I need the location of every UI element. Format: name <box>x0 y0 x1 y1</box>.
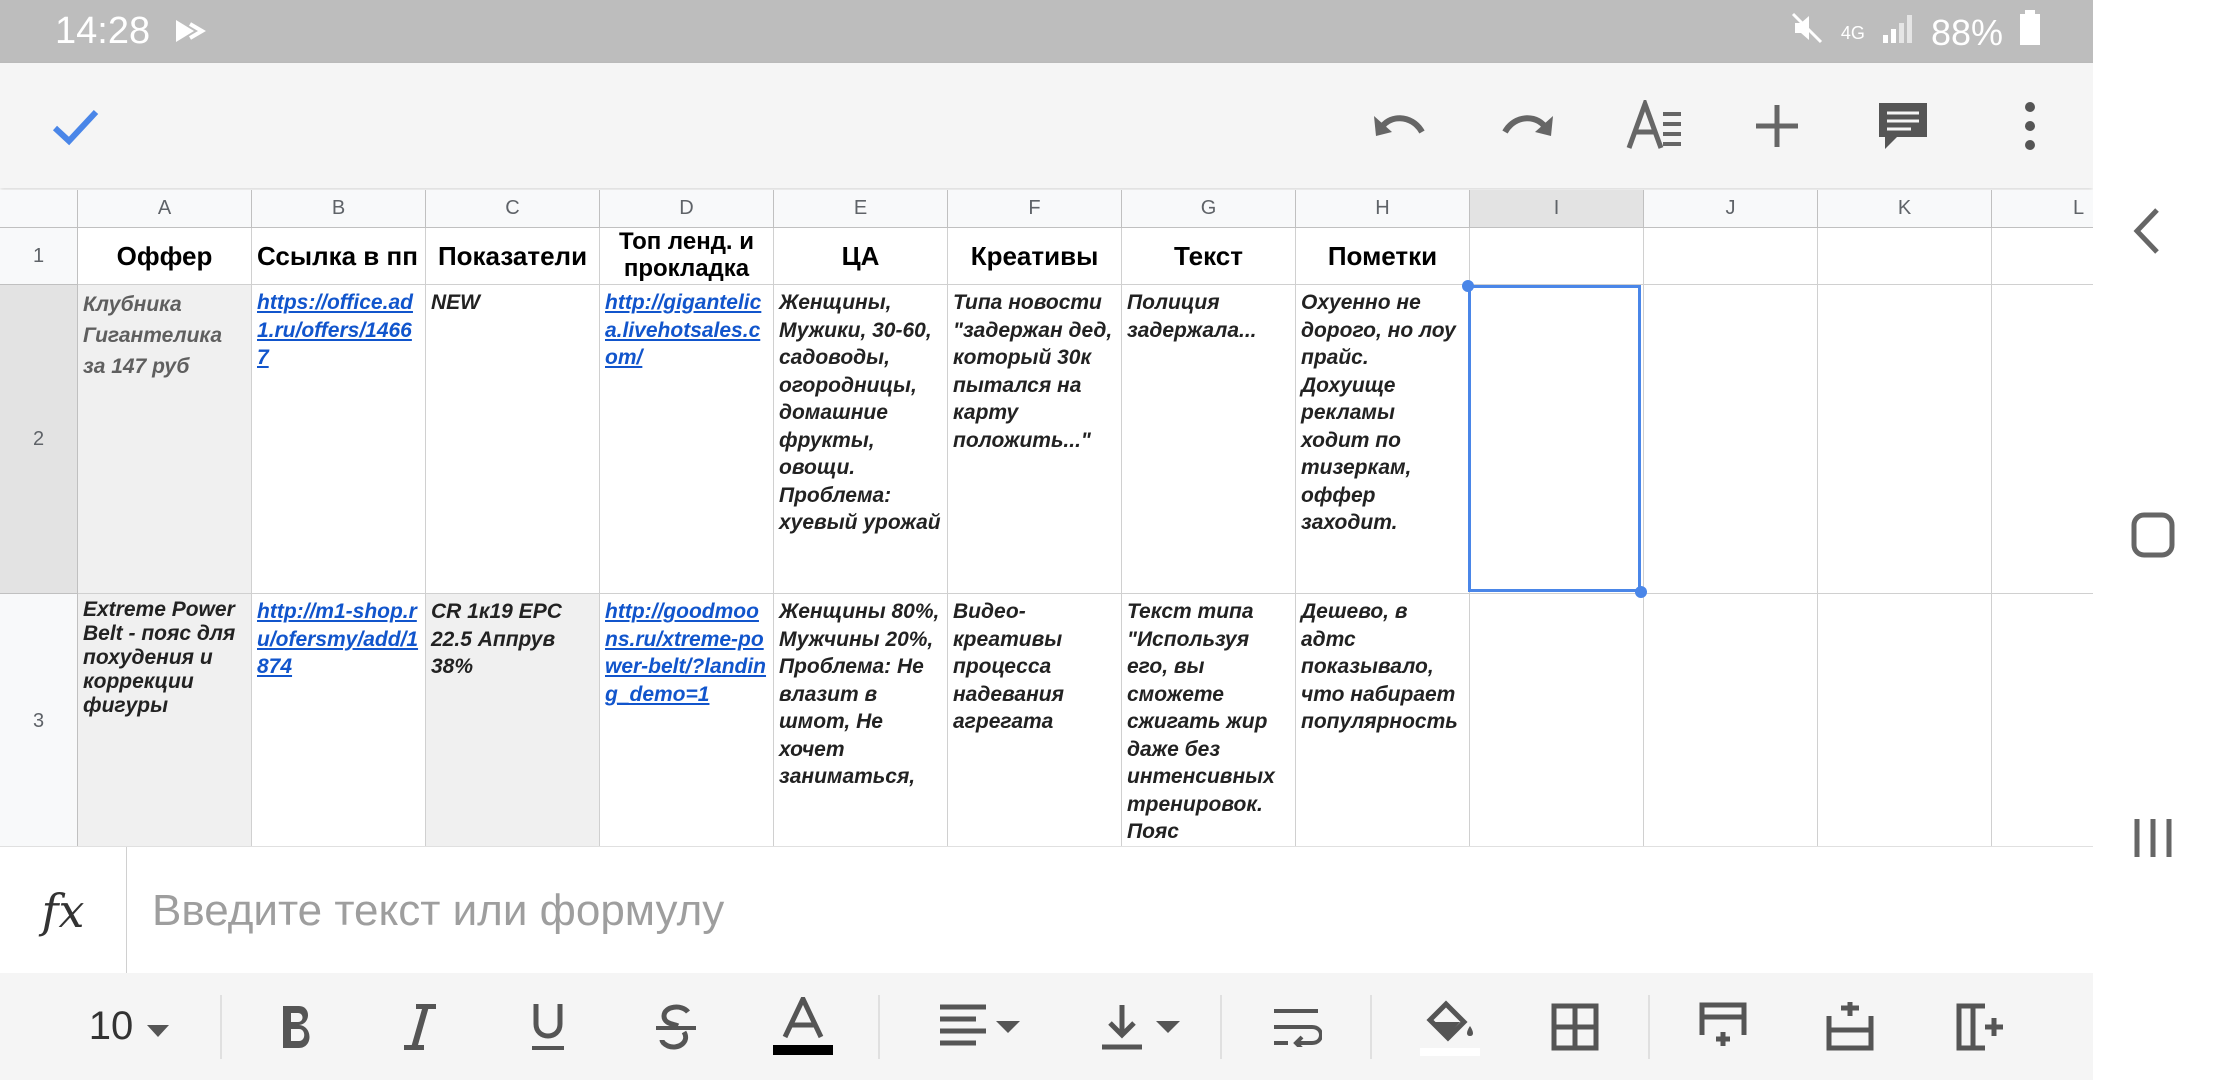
column-header-d[interactable]: D <box>600 190 774 228</box>
text-color-icon[interactable] <box>768 973 838 1080</box>
cell-f1[interactable]: Креативы <box>948 228 1122 285</box>
row-header-1[interactable]: 1 <box>0 228 78 285</box>
confirm-check-icon[interactable] <box>40 63 110 188</box>
select-all-corner[interactable] <box>0 190 78 228</box>
back-icon[interactable] <box>2129 206 2163 261</box>
system-navigation-bar <box>2093 0 2220 1080</box>
cell-d2[interactable]: http://gigantelica.livehotsales.com/ <box>600 285 774 594</box>
cell-l1[interactable] <box>1992 228 2093 285</box>
cell-c3[interactable]: CR 1к19 EPC 22.5 Аппрув 38% <box>426 594 600 846</box>
cell-b1[interactable]: Ссылка в пп <box>252 228 426 285</box>
battery-icon <box>2019 10 2041 55</box>
formula-input[interactable]: Введите текст или формулу <box>152 885 725 935</box>
home-icon[interactable] <box>2131 512 2175 563</box>
undo-icon[interactable] <box>1365 63 1435 188</box>
cell-g3[interactable]: Текст типа "Используя его, вы сможете сжигать жир даже без интенсивных тренировок. Пояс <box>1122 594 1296 846</box>
text-format-icon[interactable] <box>1620 63 1690 188</box>
fx-label: fx <box>0 847 127 974</box>
cell-j1[interactable] <box>1644 228 1818 285</box>
row-header-2[interactable]: 2 <box>0 285 78 594</box>
column-header-k[interactable]: K <box>1818 190 1992 228</box>
column-header-i[interactable]: I <box>1470 190 1644 228</box>
cell-a3[interactable]: Extreme Power Belt - пояс для похудения и коррекции фигуры <box>78 594 252 846</box>
insert-plus-icon[interactable] <box>1742 63 1812 188</box>
cell-h1[interactable]: Пометки <box>1296 228 1470 285</box>
cell-c1[interactable]: Показатели <box>426 228 600 285</box>
cell-g1[interactable]: Текст <box>1122 228 1296 285</box>
format-toolbar <box>0 973 2093 1080</box>
cell-i3[interactable] <box>1470 594 1644 846</box>
horizontal-align-icon[interactable] <box>925 973 1035 1080</box>
column-header-f[interactable]: F <box>948 190 1122 228</box>
cell-l3[interactable] <box>1992 594 2093 846</box>
cell-f2[interactable]: Типа новости "задержан дед, который 30к пытался на карту положить..." <box>948 285 1122 594</box>
cell-b2[interactable]: https://office.ad1.ru/offers/14667 <box>252 285 426 594</box>
insert-row-icon[interactable] <box>1815 973 1885 1080</box>
cell-c2[interactable]: NEW <box>426 285 600 594</box>
borders-icon[interactable] <box>1540 973 1610 1080</box>
column-header-c[interactable]: C <box>426 190 600 228</box>
column-header-g[interactable]: G <box>1122 190 1296 228</box>
insert-column-icon[interactable] <box>1945 973 2015 1080</box>
bold-icon[interactable] <box>262 973 332 1080</box>
cell-f3[interactable]: Видео-креативы процесса надевания агрегата <box>948 594 1122 846</box>
status-bar <box>0 0 2093 63</box>
mute-icon <box>1789 10 1825 55</box>
vertical-align-icon[interactable] <box>1090 973 1190 1080</box>
fill-color-icon[interactable] <box>1410 973 1490 1080</box>
column-header-j[interactable]: J <box>1644 190 1818 228</box>
italic-icon[interactable] <box>385 973 455 1080</box>
chevron-down-icon <box>145 1004 171 1049</box>
cell-k1[interactable] <box>1818 228 1992 285</box>
cell-e2[interactable]: Женщины, Мужики, 30-60, садоводы, огородницы, домашние фрукты, овощи. Проблема: хуевый урожай <box>774 285 948 594</box>
column-header-l[interactable]: L <box>1992 190 2093 228</box>
status-time: 14:28 <box>55 10 151 52</box>
comment-icon[interactable] <box>1868 63 1938 188</box>
battery-percent: 88% <box>1930 11 2003 53</box>
cell-d3[interactable]: http://goodmoons.ru/xtreme-power-belt/?landing_demo=1 <box>600 594 774 846</box>
font-size-value: 10 <box>88 1004 134 1048</box>
cell-a1[interactable]: Оффер <box>78 228 252 285</box>
cell-a2[interactable]: Клубника Гигантелика за 147 руб <box>78 285 252 594</box>
cell-e1[interactable]: ЦА <box>774 228 948 285</box>
formula-bar <box>0 846 2093 975</box>
wrap-text-icon[interactable] <box>1262 973 1332 1080</box>
notification-icon <box>172 14 206 56</box>
column-header-h[interactable]: H <box>1296 190 1470 228</box>
cell-d1[interactable]: Топ ленд. и прокладка <box>600 228 774 285</box>
cell-e3[interactable]: Женщины 80%, Мужчины 20%, Проблема: Не влазит в шмот, Не хочет заниматься, <box>774 594 948 846</box>
font-size-select[interactable] <box>70 973 190 1080</box>
strikethrough-icon[interactable] <box>641 973 711 1080</box>
merge-cells-icon[interactable] <box>1688 973 1758 1080</box>
column-header-a[interactable]: A <box>78 190 252 228</box>
cell-j2[interactable] <box>1644 285 1818 594</box>
selection-handle-top[interactable] <box>1462 280 1474 292</box>
cell-l2[interactable] <box>1992 285 2093 594</box>
cell-i1[interactable] <box>1470 228 1644 285</box>
column-header-b[interactable]: B <box>252 190 426 228</box>
selected-cell-outline[interactable] <box>1468 285 1641 592</box>
cell-j3[interactable] <box>1644 594 1818 846</box>
row-header-3[interactable]: 3 <box>0 594 78 846</box>
network-label: 4G <box>1840 22 1865 43</box>
redo-icon[interactable] <box>1492 63 1562 188</box>
top-toolbar <box>0 63 2093 188</box>
column-header-e[interactable]: E <box>774 190 948 228</box>
underline-icon[interactable] <box>513 973 583 1080</box>
signal-icon <box>1881 11 1915 54</box>
cell-h2[interactable]: Охуенно не дорого, но лоу прайс. Дохуище рекламы ходит по тизеркам, оффер заходит. <box>1296 285 1470 594</box>
cell-g2[interactable]: Полиция задержала... <box>1122 285 1296 594</box>
recent-apps-icon[interactable] <box>2133 815 2173 866</box>
selection-handle-bottom[interactable] <box>1635 586 1647 598</box>
spreadsheet-grid[interactable] <box>0 190 2093 846</box>
cell-b3[interactable]: http://m1-shop.ru/ofersmy/add/1874 <box>252 594 426 846</box>
cell-k2[interactable] <box>1818 285 1992 594</box>
cell-h3[interactable]: Дешево, в адтс показывало, что набирает популярность <box>1296 594 1470 846</box>
more-options-icon[interactable] <box>1995 63 2065 188</box>
cell-k3[interactable] <box>1818 594 1992 846</box>
